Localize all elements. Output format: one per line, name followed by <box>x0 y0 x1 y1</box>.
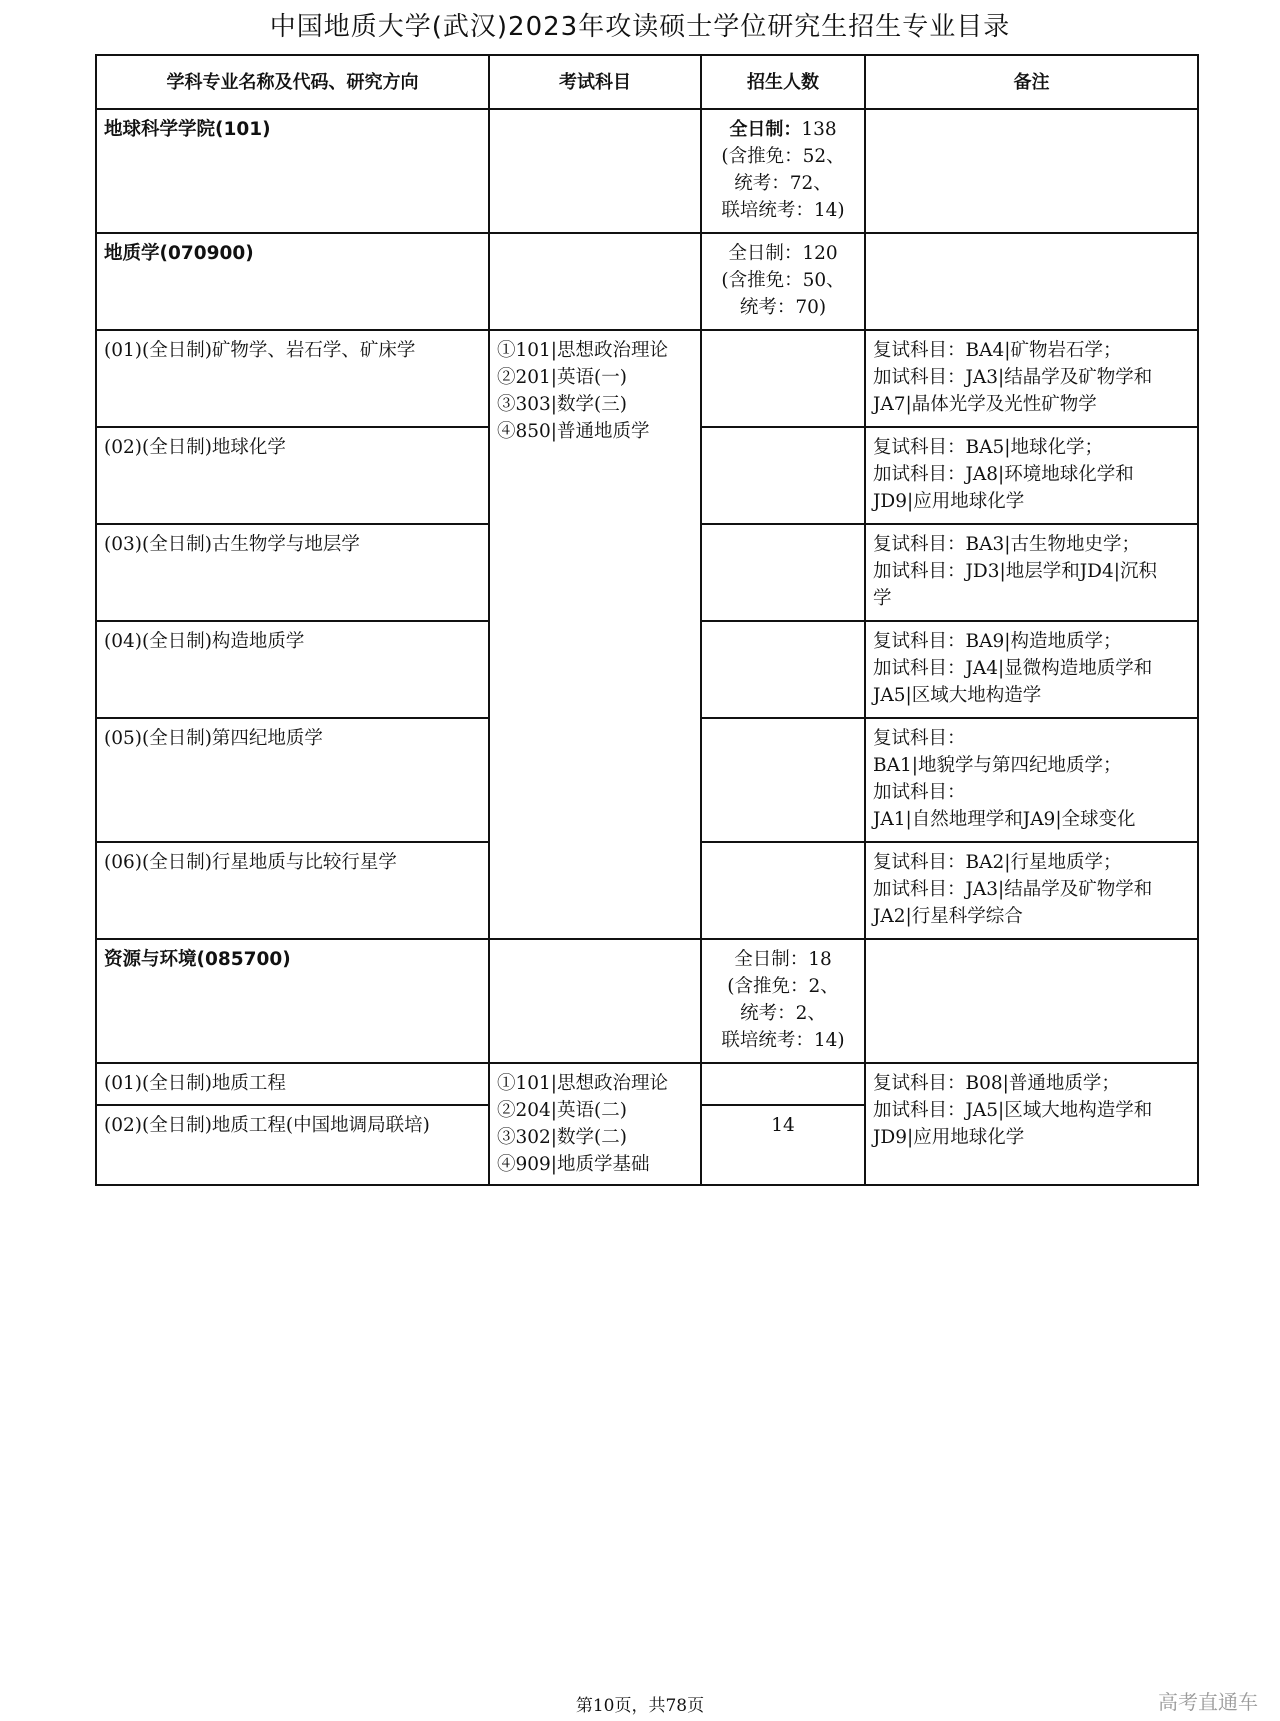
direction-label: (02)(全日制)地球化学 <box>96 427 489 524</box>
college-enroll <box>701 109 865 233</box>
college-exam <box>489 109 701 233</box>
note-line: 加试科目：JD3|地层学和JD4|沉积 <box>873 561 1158 582</box>
direction-enroll <box>701 621 865 718</box>
geology-enroll-line: (含推免：50、 <box>721 270 845 291</box>
geology-exam <box>489 233 701 330</box>
note-line: JA7|晶体光学及光性矿物学 <box>873 394 1097 415</box>
direction-label: (05)(全日制)第四纪地质学 <box>96 718 489 842</box>
geology-enroll-line: 全日制：120 <box>728 243 838 264</box>
watermark: 高考直通车 <box>1158 1690 1258 1714</box>
note-line: 复试科目：BA2|行星地质学； <box>873 852 1122 873</box>
college-name: 地球科学学院(101) <box>96 109 489 233</box>
page-title: 中国地质大学(武汉)2023年攻读硕士学位研究生招生专业目录 <box>269 12 1011 42</box>
direction-label: (03)(全日制)古生物学与地层学 <box>96 524 489 621</box>
direction-notes <box>865 524 1198 621</box>
note-line: 加试科目：JA3|结晶学及矿物学和 <box>873 367 1153 388</box>
direction-enroll <box>701 718 865 842</box>
exam-subject: ①101|思想政治理论 <box>497 1073 669 1094</box>
note-line: 复试科目：BA4|矿物岩石学； <box>873 340 1122 361</box>
direction-notes <box>865 842 1198 939</box>
resources-row <box>96 939 1198 1063</box>
note-line: 加试科目：JA8|环境地球化学和 <box>873 464 1134 485</box>
exam-subject: ②201|英语(一) <box>497 367 627 388</box>
college-enroll-value: 138 <box>801 119 837 140</box>
note-line: JA1|自然地理学和JA9|全球变化 <box>873 809 1136 830</box>
direction-enroll <box>701 524 865 621</box>
resources-notes <box>865 1063 1198 1185</box>
header-exam: 考试科目 <box>489 55 701 109</box>
note-line: JD9|应用地球化学 <box>873 1127 1025 1148</box>
resources-enroll <box>701 939 865 1063</box>
college-enroll-label: 全日制： <box>729 119 802 140</box>
direction-enroll <box>701 427 865 524</box>
header-notes: 备注 <box>865 55 1198 109</box>
note-line: 学 <box>873 588 892 609</box>
exam-subject: ④850|普通地质学 <box>497 421 650 442</box>
direction-notes <box>865 427 1198 524</box>
resources-exam-subjects <box>489 1063 701 1185</box>
college-enroll-line: (含推免：52、 <box>721 146 845 167</box>
header-major: 学科专业名称及代码、研究方向 <box>96 55 489 109</box>
geology-enroll <box>701 233 865 330</box>
geology-notes <box>865 233 1198 330</box>
resources-exam <box>489 939 701 1063</box>
direction-notes <box>865 330 1198 427</box>
note-line: 加试科目： <box>873 782 966 803</box>
direction-enroll <box>701 1063 865 1105</box>
note-line: 加试科目：JA5|区域大地构造学和 <box>873 1100 1153 1121</box>
note-line: BA1|地貌学与第四纪地质学； <box>873 755 1122 776</box>
catalog-table <box>95 54 1199 1186</box>
direction-label: (01)(全日制)地质工程 <box>96 1063 489 1105</box>
exam-subject: ①101|思想政治理论 <box>497 340 669 361</box>
note-line: 加试科目：JA4|显微构造地质学和 <box>873 658 1153 679</box>
exam-subject: ③302|数学(二) <box>497 1127 627 1148</box>
header-enroll: 招生人数 <box>701 55 865 109</box>
resources-enroll-line: 全日制：18 <box>734 949 832 970</box>
geology-name: 地质学(070900) <box>96 233 489 330</box>
direction-label: (06)(全日制)行星地质与比较行星学 <box>96 842 489 939</box>
geology-exam-subjects <box>489 330 701 939</box>
direction-notes <box>865 621 1198 718</box>
direction-enroll <box>701 842 865 939</box>
resources-enroll-line: (含推免：2、 <box>727 976 839 997</box>
resources-name: 资源与环境(085700) <box>96 939 489 1063</box>
note-line: 复试科目： <box>873 728 966 749</box>
note-line: JA5|区域大地构造学 <box>873 685 1042 706</box>
note-line: 复试科目：BA3|古生物地史学； <box>873 534 1140 555</box>
exam-subject: ④909|地质学基础 <box>497 1154 650 1175</box>
college-enroll-line: 联培统考：14) <box>721 200 845 221</box>
note-line: JD9|应用地球化学 <box>873 491 1025 512</box>
resources-enroll-line: 统考：2、 <box>740 1003 826 1024</box>
direction-enroll <box>701 330 865 427</box>
resources-notes-empty <box>865 939 1198 1063</box>
direction-label: (02)(全日制)地质工程(中国地调局联培) <box>96 1105 489 1185</box>
college-notes <box>865 109 1198 233</box>
direction-row <box>96 330 1198 427</box>
note-line: 复试科目：B08|普通地质学； <box>873 1073 1120 1094</box>
note-line: JA2|行星科学综合 <box>873 906 1023 927</box>
college-row <box>96 109 1198 233</box>
note-line: 加试科目：JA3|结晶学及矿物学和 <box>873 879 1153 900</box>
header-row <box>96 55 1198 109</box>
direction-enroll: 14 <box>701 1105 865 1185</box>
direction-notes <box>865 718 1198 842</box>
page-footer: 第10页，共78页 <box>575 1696 705 1716</box>
direction-row <box>96 1063 1198 1105</box>
college-enroll-line: 统考：72、 <box>734 173 832 194</box>
note-line: 复试科目：BA9|构造地质学； <box>873 631 1122 652</box>
note-line: 复试科目：BA5|地球化学； <box>873 437 1103 458</box>
exam-subject: ②204|英语(二) <box>497 1100 627 1121</box>
geology-row <box>96 233 1198 330</box>
direction-label: (01)(全日制)矿物学、岩石学、矿床学 <box>96 330 489 427</box>
exam-subject: ③303|数学(三) <box>497 394 627 415</box>
direction-label: (04)(全日制)构造地质学 <box>96 621 489 718</box>
resources-enroll-line: 联培统考：14) <box>721 1030 845 1051</box>
geology-enroll-line: 统考：70) <box>739 297 827 318</box>
